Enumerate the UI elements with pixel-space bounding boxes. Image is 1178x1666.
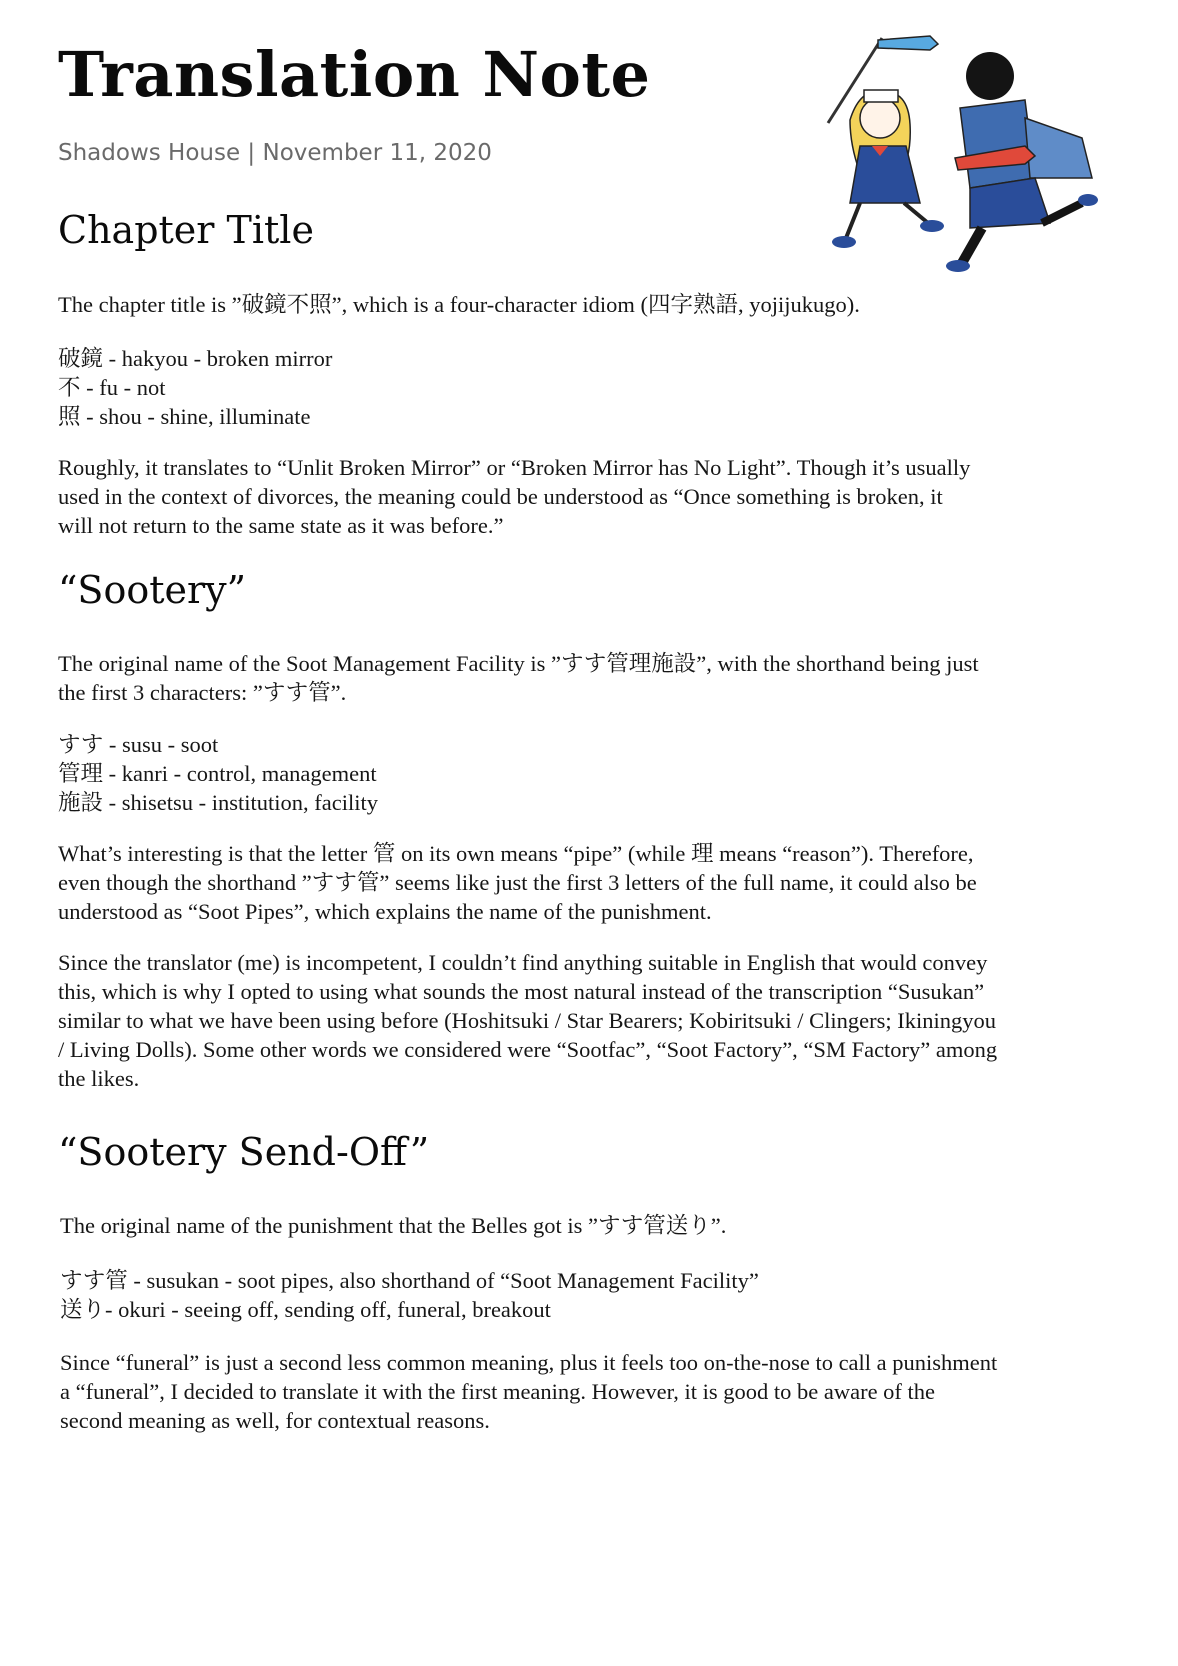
text-line: / Living Dolls). Some other words we considered were “Sootfac”, “Soot Factory”, “SM Factory” among	[58, 1037, 998, 1062]
paragraph	[58, 453, 1098, 540]
text-line: What’s interesting is that the letter 管 on its own means “pipe” (while 理 means “reason”). Therefore,	[58, 841, 974, 866]
section-heading-sootery: “Sootery”	[58, 568, 247, 612]
term-list	[58, 730, 1098, 817]
term-list	[60, 1266, 1100, 1324]
text-line: second meaning as well, for contextual reasons.	[60, 1408, 490, 1433]
paragraph	[60, 1211, 1100, 1240]
paragraph	[58, 839, 1098, 926]
section-heading-sootery-send-off: “Sootery Send-Off”	[58, 1130, 430, 1174]
paragraph	[58, 948, 1098, 1093]
text-line: a “funeral”, I decided to translate it with the first meaning. However, it is good to be aware of the	[60, 1379, 936, 1404]
term-line: 送り- okuri - seeing off, sending off, funeral, breakout	[60, 1297, 551, 1322]
text-line: Since “funeral” is just a second less common meaning, plus it feels too on-the-nose to call a punishment	[60, 1350, 998, 1375]
text-line: the likes.	[58, 1066, 140, 1091]
term-line: 破鏡 - hakyou - broken mirror	[58, 346, 333, 371]
post-meta: Shadows House | November 11, 2020	[58, 140, 492, 166]
text-line: even though the shorthand ”すす管” seems like just the first 3 letters of the full name, it could also be	[58, 870, 977, 895]
paragraph	[58, 649, 1098, 707]
text-line: similar to what we have been using before (Hoshitsuki / Star Bearers; Kobiritsuki / Clingers; Ikiningyou	[58, 1008, 996, 1033]
section-heading-chapter-title: Chapter Title	[58, 208, 314, 252]
text-line: The original name of the punishment that the Belles got is ”すす管送り”.	[60, 1213, 727, 1238]
term-line: 施設 - shisetsu - institution, facility	[58, 790, 378, 815]
text-line: used in the context of divorces, the meaning could be understood as “Once something is broken, it	[58, 484, 943, 509]
text-line: Since the translator (me) is incompetent, I couldn’t find anything suitable in English that would convey	[58, 950, 988, 975]
term-line: 管理 - kanri - control, management	[58, 761, 377, 786]
term-line: 照 - shou - shine, illuminate	[58, 404, 311, 429]
text-line: The original name of the Soot Management Facility is ”すす管理施設”, with the shorthand being just	[58, 651, 979, 676]
text-line: The chapter title is ”破鏡不照”, which is a four-character idiom (四字熟語, yojijukugo).	[58, 292, 860, 317]
page-title: Translation Note	[58, 38, 651, 111]
term-line: 不 - fu - not	[58, 375, 166, 400]
text-line: will not return to the same state as it was before.”	[58, 513, 504, 538]
term-line: すす - susu - soot	[58, 732, 219, 757]
term-line: すす管 - susukan - soot pipes, also shorthand of “Soot Management Facility”	[60, 1268, 759, 1293]
text-line: understood as “Soot Pipes”, which explains the name of the punishment.	[58, 899, 712, 924]
term-list	[58, 344, 1098, 431]
paragraph	[58, 290, 1098, 319]
running-children-illustration	[820, 28, 1120, 278]
text-line: this, which is why I opted to using what sounds the most natural instead of the transcription “Susukan”	[58, 979, 985, 1004]
paragraph	[60, 1348, 1100, 1435]
text-line: the first 3 characters: ”すす管”.	[58, 680, 347, 705]
text-line: Roughly, it translates to “Unlit Broken Mirror” or “Broken Mirror has No Light”. Though it’s usually	[58, 455, 971, 480]
